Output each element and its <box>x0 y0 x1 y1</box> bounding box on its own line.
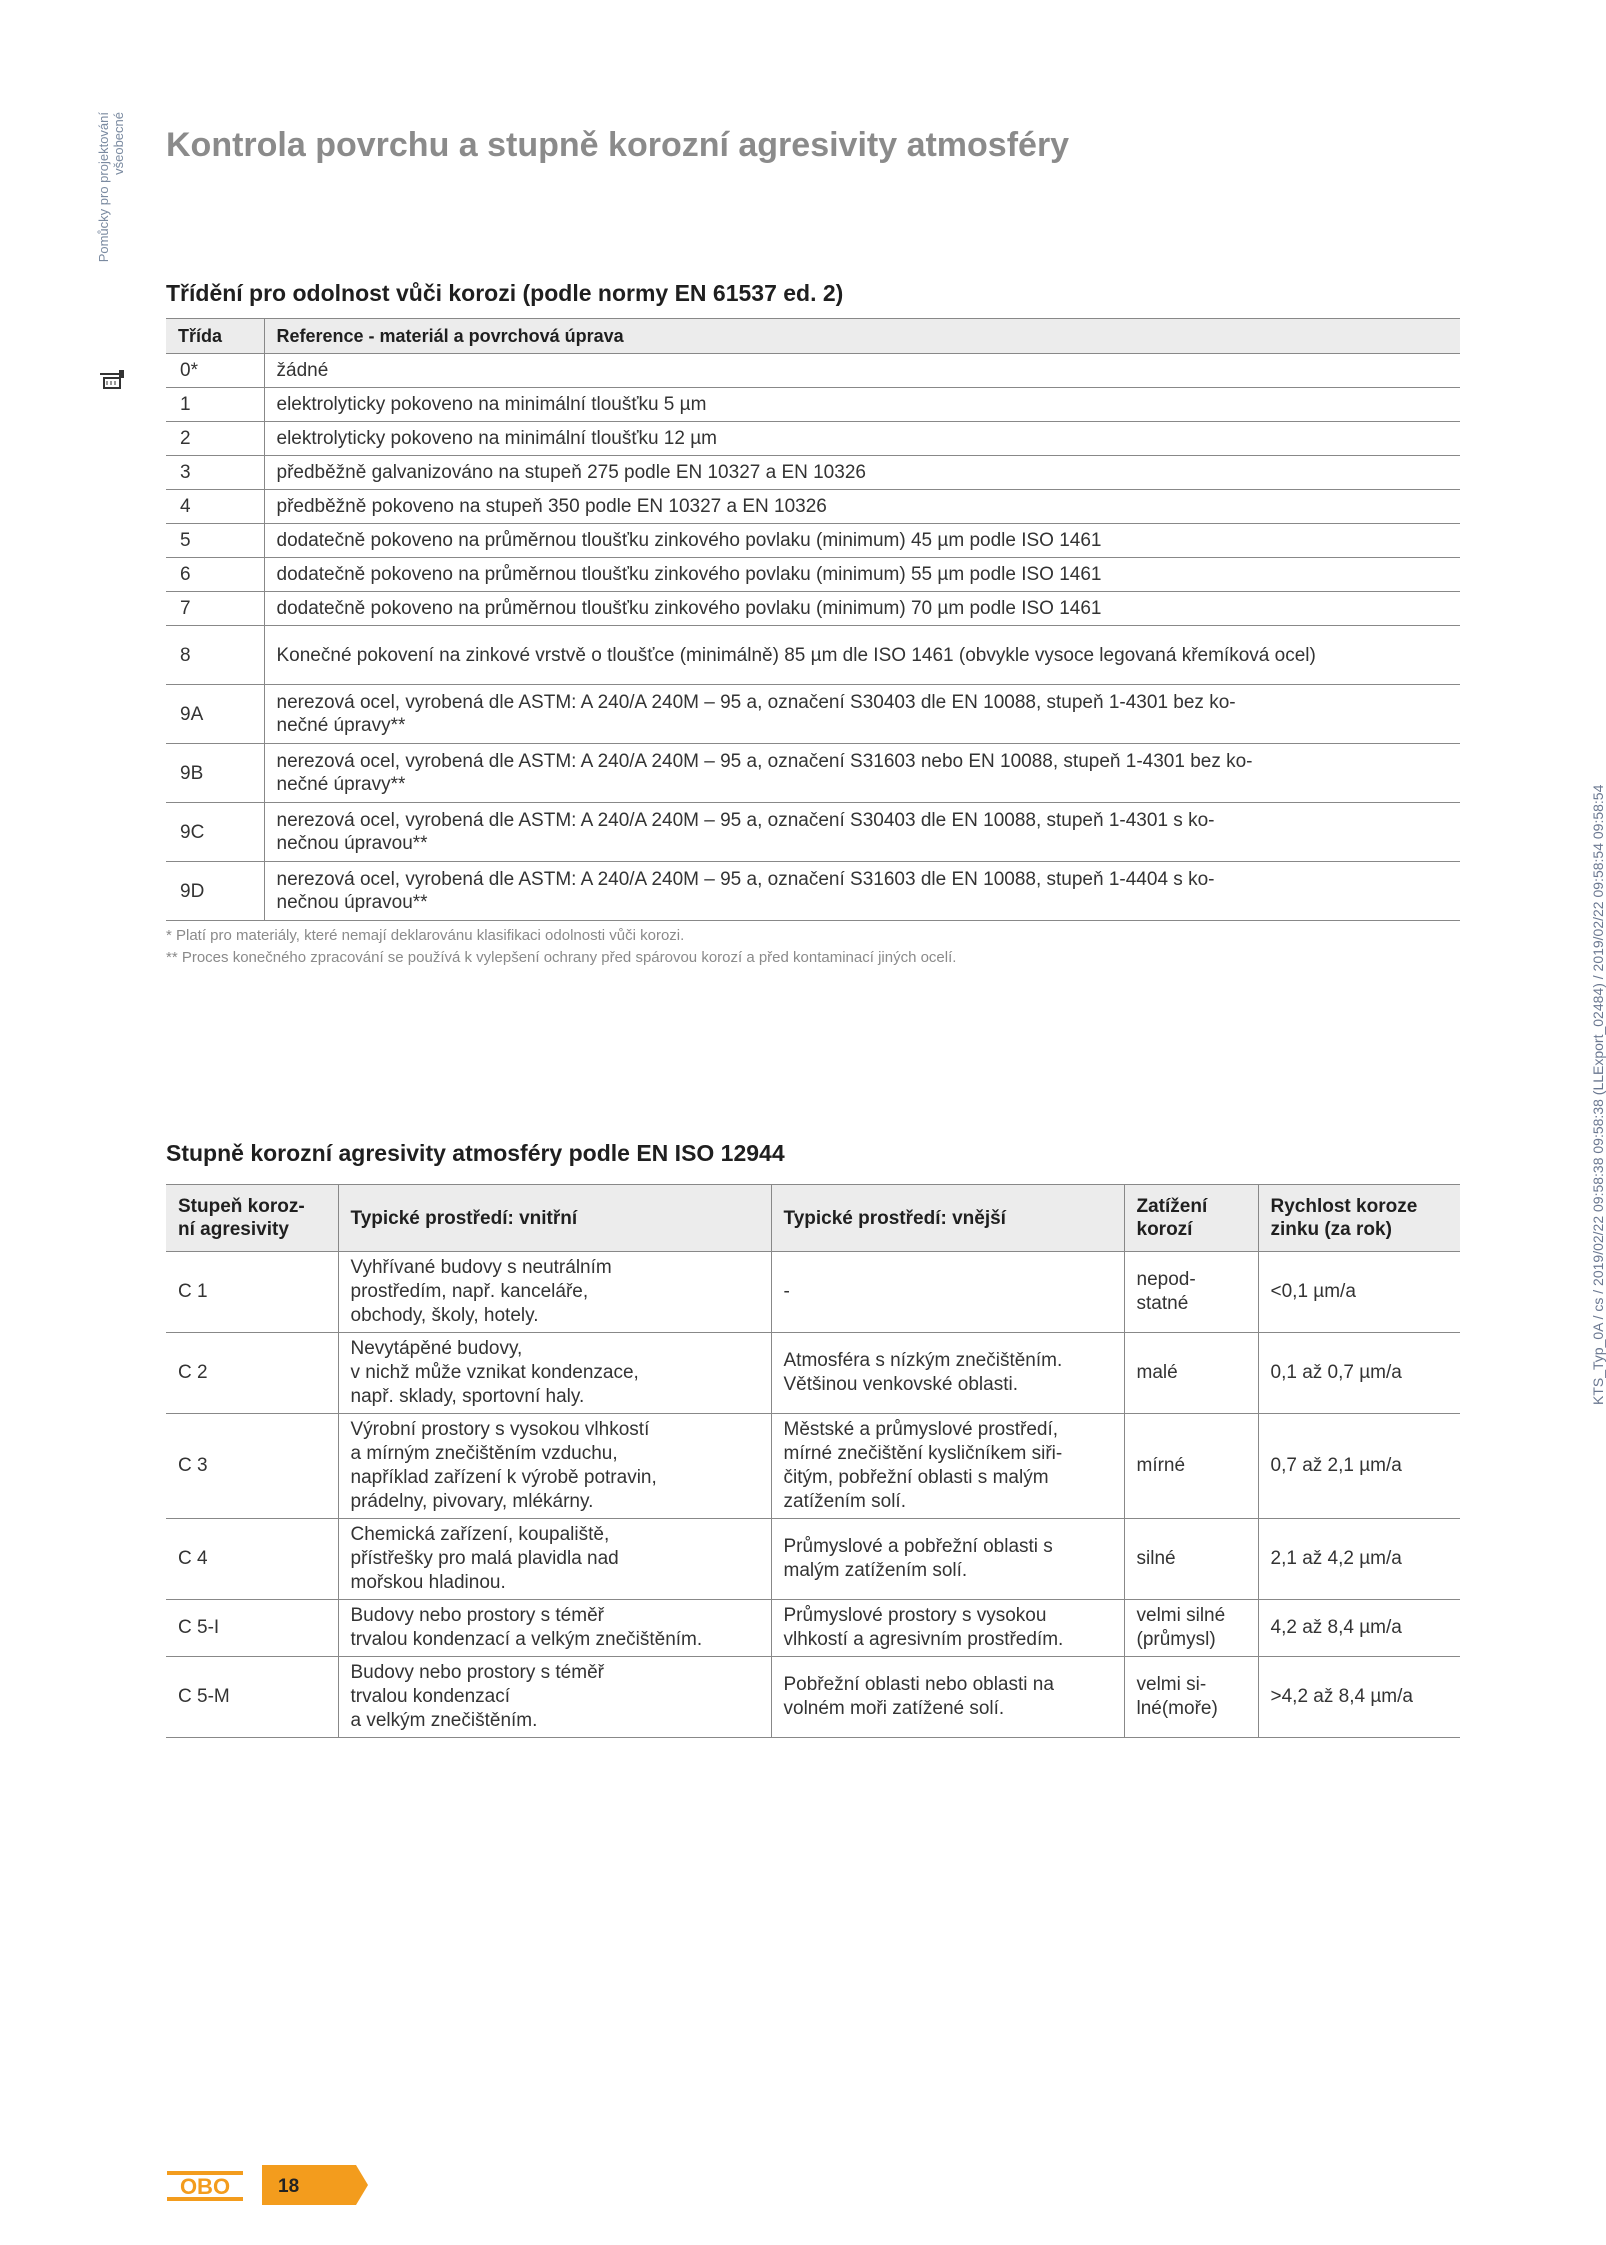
class-cell: 6 <box>166 558 264 592</box>
inside-cell: Nevytápěné budovy, v nichž může vznikat kondenzace, např. sklady, sportovní haly. <box>338 1333 771 1414</box>
table-header-row <box>166 319 1460 354</box>
rate-cell: 0,1 až 0,7 µm/a <box>1258 1333 1460 1414</box>
class-cell: 0* <box>166 354 264 388</box>
load-cell: malé <box>1124 1333 1258 1414</box>
table-row <box>166 803 1460 862</box>
svg-text:OBO: OBO <box>179 2174 231 2199</box>
table-row <box>166 685 1460 744</box>
table-row <box>166 354 1460 388</box>
reference-cell: dodatečně pokoveno na průměrnou tloušťku zinkového povlaku (minimum) 55 µm podle ISO 1461 <box>264 558 1460 592</box>
load-cell: nepod- statné <box>1124 1252 1258 1333</box>
class-cell: 2 <box>166 422 264 456</box>
outside-cell: Pobřežní oblasti nebo oblasti na volném moři zatížené solí. <box>771 1657 1124 1738</box>
table-row <box>166 1252 1460 1333</box>
corrosion-class-table-title: Třídění pro odolnost vůči korozi (podle normy EN 61537 ed. 2) <box>166 280 844 306</box>
class-cell: 3 <box>166 456 264 490</box>
column-header-grade: Stupeň koroz- ní agresivity <box>166 1185 338 1252</box>
table-row <box>166 456 1460 490</box>
inside-cell: Budovy nebo prostory s téměř trvalou kondenzací a velkým znečištěním. <box>338 1600 771 1657</box>
sidebar-label-line1: Pomůcky pro projektování <box>96 112 111 263</box>
atmosphere-corrosivity-table <box>166 1184 1460 1738</box>
load-cell: silné <box>1124 1519 1258 1600</box>
column-header-inside: Typické prostředí: vnitřní <box>338 1185 771 1252</box>
table-row <box>166 1657 1460 1738</box>
inside-cell: Chemická zařízení, koupaliště, přístřešky pro malá plavidla nad mořskou hladinou. <box>338 1519 771 1600</box>
reference-cell: nerezová ocel, vyrobená dle ASTM: A 240/A 240M – 95 a, označení S31603 dle EN 10088, stupeň 1-4404 s ko- nečnou úpravou** <box>264 862 1460 921</box>
sidebar-section-label <box>96 112 126 312</box>
reference-cell: nerezová ocel, vyrobená dle ASTM: A 240/A 240M – 95 a, označení S30403 dle EN 10088, stupeň 1-4301 s ko- nečnou úpravou** <box>264 803 1460 862</box>
table-row <box>166 592 1460 626</box>
reference-cell: nerezová ocel, vyrobená dle ASTM: A 240/A 240M – 95 a, označení S30403 dle EN 10088, stupeň 1-4301 bez ko- nečné úpravy** <box>264 685 1460 744</box>
grade-cell: C 1 <box>166 1252 338 1333</box>
table-header-row <box>166 1185 1460 1252</box>
inside-cell: Budovy nebo prostory s téměř trvalou kondenzací a velkým znečištěním. <box>338 1657 771 1738</box>
rate-cell: 4,2 až 8,4 µm/a <box>1258 1600 1460 1657</box>
outside-cell: - <box>771 1252 1124 1333</box>
inside-cell: Vyhřívané budovy s neutrálním prostředím, např. kanceláře, obchody, školy, hotely. <box>338 1252 771 1333</box>
load-cell: velmi silné (průmysl) <box>1124 1600 1258 1657</box>
corrosion-class-table <box>166 318 1460 921</box>
reference-cell: předběžně pokoveno na stupeň 350 podle EN 10327 a EN 10326 <box>264 490 1460 524</box>
grade-cell: C 4 <box>166 1519 338 1600</box>
table-row <box>166 524 1460 558</box>
table-row <box>166 1333 1460 1414</box>
reference-cell: žádné <box>264 354 1460 388</box>
document-meta-info: KTS_Typ_0A / cs / 2019/02/22 09:58:38 09:58:38 (LLExport_02484) / 2019/02/22 09:58:54 09:58:54 <box>1590 784 1606 1405</box>
table-row <box>166 490 1460 524</box>
footnote: ** Proces konečného zpracování se používá k vylepšení ochrany před spárovou korozí a před kontaminací jiných ocelí. <box>166 949 957 966</box>
rate-cell: 2,1 až 4,2 µm/a <box>1258 1519 1460 1600</box>
outside-cell: Průmyslové prostory s vysokou vlhkostí a agresivním prostředím. <box>771 1600 1124 1657</box>
rate-cell: >4,2 až 8,4 µm/a <box>1258 1657 1460 1738</box>
inside-cell: Výrobní prostory s vysokou vlhkostí a mírným znečištěním vzduchu, například zařízení k výrobě potravin, prádelny, pivovary, mlékárny. <box>338 1414 771 1519</box>
reference-cell: elektrolyticky pokoveno na minimální tloušťku 12 µm <box>264 422 1460 456</box>
outside-cell: Městské a průmyslové prostředí, mírné znečištění kysličníkem siři- čitým, pobřežní oblasti s malým zatížením solí. <box>771 1414 1124 1519</box>
table-row <box>166 558 1460 592</box>
column-header-class: Třída <box>166 319 264 354</box>
rate-cell: 0,7 až 2,1 µm/a <box>1258 1414 1460 1519</box>
footnote: * Platí pro materiály, které nemají deklarovánu klasifikaci odolnosti vůči korozi. <box>166 927 685 944</box>
reference-cell: dodatečně pokoveno na průměrnou tloušťku zinkového povlaku (minimum) 70 µm podle ISO 1461 <box>264 592 1460 626</box>
obo-logo <box>166 2170 244 2202</box>
reference-cell: elektrolyticky pokoveno na minimální tloušťku 5 µm <box>264 388 1460 422</box>
outside-cell: Průmyslové a pobřežní oblasti s malým zatížením solí. <box>771 1519 1124 1600</box>
reference-cell: předběžně galvanizováno na stupeň 275 podle EN 10327 a EN 10326 <box>264 456 1460 490</box>
sidebar-label-line2: všeobecné <box>111 112 126 175</box>
class-cell: 8 <box>166 626 264 685</box>
class-cell: 9A <box>166 685 264 744</box>
class-cell: 5 <box>166 524 264 558</box>
table-row <box>166 1600 1460 1657</box>
load-cell: velmi si- lné(moře) <box>1124 1657 1258 1738</box>
reference-cell: dodatečně pokoveno na průměrnou tloušťku zinkového povlaku (minimum) 45 µm podle ISO 1461 <box>264 524 1460 558</box>
class-cell: 9D <box>166 862 264 921</box>
class-cell: 9B <box>166 744 264 803</box>
reference-cell: Konečné pokovení na zinkové vrstvě o tloušťce (minimálně) 85 µm dle ISO 1461 (obvykle vysoce legovaná křemíková ocel) <box>264 626 1460 685</box>
load-cell: mírné <box>1124 1414 1258 1519</box>
table-row <box>166 388 1460 422</box>
table-row <box>166 744 1460 803</box>
table-row <box>166 862 1460 921</box>
grade-cell: C 5-M <box>166 1657 338 1738</box>
table-row <box>166 1414 1460 1519</box>
class-cell: 1 <box>166 388 264 422</box>
column-header-rate: Rychlost koroze zinku (za rok) <box>1258 1185 1460 1252</box>
ruler-tool-icon <box>98 364 126 392</box>
class-cell: 4 <box>166 490 264 524</box>
grade-cell: C 5-I <box>166 1600 338 1657</box>
column-header-reference: Reference - materiál a povrchová úprava <box>264 319 1460 354</box>
class-cell: 9C <box>166 803 264 862</box>
grade-cell: C 2 <box>166 1333 338 1414</box>
rate-cell: <0,1 µm/a <box>1258 1252 1460 1333</box>
outside-cell: Atmosféra s nízkým znečištěním. Většinou venkovské oblasti. <box>771 1333 1124 1414</box>
table-row <box>166 1519 1460 1600</box>
table-row <box>166 626 1460 685</box>
column-header-outside: Typické prostředí: vnější <box>771 1185 1124 1252</box>
table-footnotes <box>166 925 956 969</box>
atmosphere-corrosivity-table-title: Stupně korozní agresivity atmosféry podle EN ISO 12944 <box>166 1140 785 1166</box>
column-header-load: Zatížení korozí <box>1124 1185 1258 1252</box>
reference-cell: nerezová ocel, vyrobená dle ASTM: A 240/A 240M – 95 a, označení S31603 nebo EN 10088, stupeň 1-4301 bez ko- nečné úpravy** <box>264 744 1460 803</box>
grade-cell: C 3 <box>166 1414 338 1519</box>
class-cell: 7 <box>166 592 264 626</box>
page-title: Kontrola povrchu a stupně korozní agresivity atmosféry <box>166 126 1070 164</box>
page-number: 18 <box>278 2176 300 2197</box>
table-row <box>166 422 1460 456</box>
